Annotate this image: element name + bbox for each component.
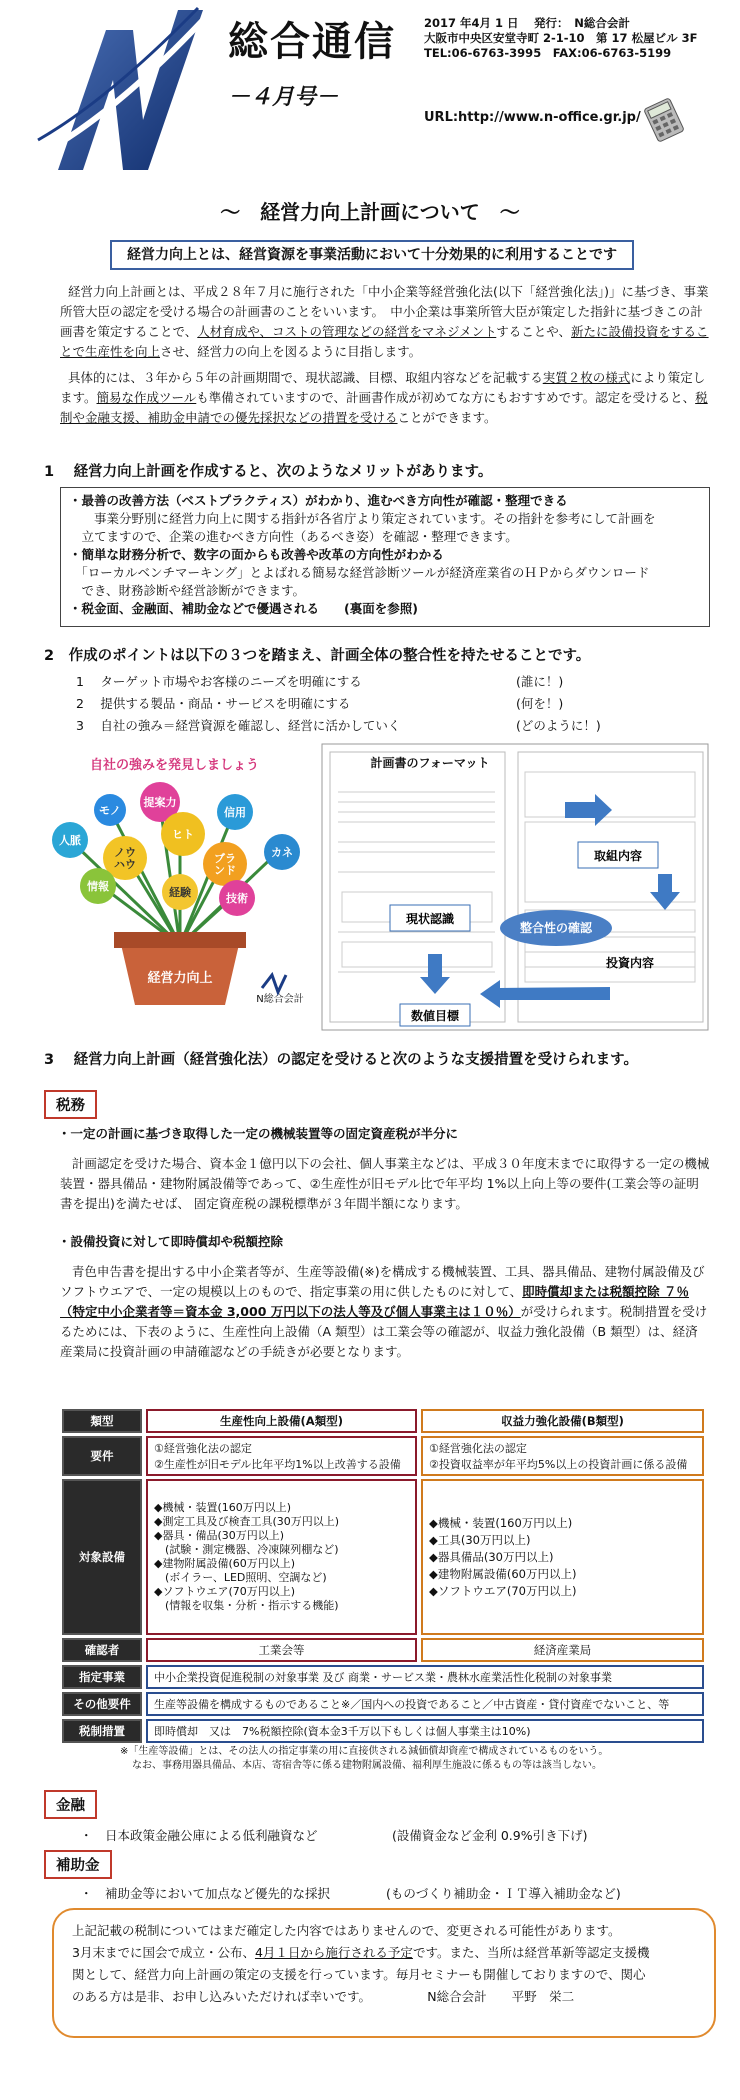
table-row [62,1665,704,1689]
strengths-flowerpot-illustration [40,770,320,1010]
flower-label: 経験 [169,886,191,899]
tax-subheading-2: ・設備投資に対して即時償却や税額控除 [58,1234,284,1249]
section1-heading: 1 経営力向上計画を作成すると、次のようなメリットがあります。 [44,464,493,480]
table-row [62,1479,704,1635]
point-row: 1 ターゲット市場やお客様のニーズを明確にする (誰に！) [76,674,564,689]
intro-paragraph-1: 経営力向上計画とは、平成２８年７月に施行された「中小企業等経営強化法(以下「経営強化法」)」に基づき、事業所管大臣の認定を受ける場合の計画書のことをいいます。 中小企業は事業所管大臣が策定した指針に基づきこの計画書を策定することで、人材育成や、コストの管理などの経営をマネジメントすることや、新たに設備投資をすることで生産性を向上させ、経営力の向上を図るように目指します。 [60,284,709,359]
b-type-title: 収益力強化設備(B類型) [421,1409,704,1433]
intro-paragraph-2: 具体的には、３年から５年の計画期間で、現状認識、目標、取組内容などを記載する実質２枚の様式により策定します。簡易な作成ツールも準備されていますので、計画書作成が初めてな方にもおすすめです。認定を受けると、税制や金融支援、補助金申請での優先採択などの措置を受けることができます。 [60,370,708,425]
point-row: 2 提供する製品・商品・サービスを明確にする (何を！) [76,696,564,711]
subsidy-text: ・ 補助金等において加点など優先的な採択 [80,1886,331,1901]
flower-label: ノウハウ [114,846,136,871]
a-type-title: 生産性向上設備(A類型) [146,1409,417,1433]
table-row [62,1692,704,1716]
calculator-icon [640,96,688,144]
strengths-title: 自社の強みを発見しましょう [90,758,260,773]
label-seigo: 整合性の確認 [519,921,593,935]
pot-label: 経営力向上 [147,971,213,986]
flower-label: 情報 [87,880,109,893]
masthead-title: 総合通信 [228,18,396,65]
label-toshi: 投資内容 [605,956,655,970]
tax-subheading-1: ・一定の計画に基づき取得した一定の機械装置等の固定資産税が半分に [58,1126,459,1141]
row-header: 指定事業 [62,1665,142,1689]
table-row [62,1409,704,1433]
label-genjo: 現状認識 [405,912,455,926]
a-targets: ◆機械・装置(160万円以上) ◆測定工具及び検査工具(30万円以上) ◆器具・備品(30万円以上) (試験・測定機器、冷凍陳列棚など) ◆建物附属設備(60万円以上) (ボイラー、LED照明、空調など) ◆ソフトウエア(70万円以上) (情報を収集・分析・指示する機能) [146,1479,417,1635]
label-torikumi: 取組内容 [593,849,643,863]
row-header: 要件 [62,1436,142,1476]
info-address: 大阪市中央区安堂寺町 2-1-10 第 17 松屋ビル 3F [424,31,698,45]
label-suchi: 数値目標 [410,1009,460,1023]
flower-label: 提案力 [143,796,177,809]
flower-label: ヒト [172,828,194,841]
merit-line: ・税金面、金融面、補助金などで優遇される (裏面を参照) [69,601,418,616]
other-requirements: 生産等設備を構成するものであること※／国内への投資であること／中古資産・貸付資産でないこと、等 [146,1692,704,1716]
row-header: 税制措置 [62,1719,142,1743]
row-header: 確認者 [62,1638,142,1662]
section2-heading: 2 作成のポイントは以下の３つを踏まえ、計画全体の整合性を持たせることです。 [44,648,591,664]
finance-note: (設備資金など金利 0.9%引き下げ) [392,1828,588,1843]
company-logo-n [28,0,208,180]
point-row: 3 自社の強み＝経営資源を確認し、経営に活かしていく (どのように！) [76,718,601,733]
row-header: その他要件 [62,1692,142,1716]
closing-note: 上記記載の税制についてはまだ確定した内容ではありませんので、変更される可能性があります。 3月末までに国会で成立・公布、4月１日から施行される予定です。また、当所は経営革新等認定支援機 関として、経営力向上計画の策定の支援を行っています。毎月セミナーも開催しておりますので、関心 のある方は是非、お申し込みいただければ幸いです。 N総合会計 平野 栄二 [52,1908,716,2038]
summary-box: 経営力向上とは、経営資源を事業活動において十分効果的に利用することです [110,240,634,270]
merit-line: 立てますので、企業の進むべき方向性（あるべき姿）を確認・整理できます。 [69,529,518,544]
table-row [62,1638,704,1662]
row-header: 類型 [62,1409,142,1433]
flower-label: 信用 [224,806,246,819]
flower-label: カネ [271,846,293,859]
merit-line: ・簡単な財務分析で、数字の面からも改善や改革の方向性がわかる [69,547,444,562]
merit-line: 事業分野別に経営力向上に関する指針が各省庁より策定されています。その指針を参考にして計画を [69,511,656,526]
merit-line: でき、財務診断や経営診断ができます。 [69,583,306,598]
flower-label: ブランド [214,852,236,877]
finance-text: ・ 日本政策金融公庫による低利融資など [80,1828,318,1843]
subsidy-note: (ものづくり補助金・ＩＴ導入補助金など) [386,1886,621,1901]
flower-label: モノ [99,804,121,817]
page-heading: ～ 経営力向上計画について ～ [220,200,520,224]
subsidy-tag: 補助金 [44,1850,112,1879]
tax-table [58,1406,708,1746]
section3-heading: 3 経営力向上計画（経営強化法）の認定を受けると次のような支援措置を受けられます。 [44,1052,638,1068]
row-header: 対象設備 [62,1479,142,1635]
finance-tag: 金融 [44,1790,97,1819]
masthead-issue: －４月号－ [228,85,339,110]
tax-paragraph-1: 計画認定を受けた場合、資本金１億円以下の会社、個人事業主などは、平成３０年度末までに取得する一定の機械装置・器具備品・建物附属設備等であって、②生産性が旧モデル比で年平均 1%以上向上等の要件(工業会等の証明書を提出)を満たせば、 固定資産税の課税標準が３年間半額になります。 [60,1156,710,1211]
a-confirmer: 工業会等 [146,1638,417,1662]
flower-label: 技術 [226,892,248,905]
masthead-info [424,16,697,61]
tax-tag: 税務 [44,1090,97,1119]
info-date-publisher: 2017 年4月 1 日 発行： N総合会計 [424,16,630,30]
b-confirmer: 経済産業局 [421,1638,704,1662]
merit-line: ・最善の改善方法（ベストプラクティス）がわかり、進むべき方向性が確認・整理できる [69,493,568,508]
b-targets: ◆機械・装置(160万円以上) ◆工具(30万円以上) ◆器具備品(30万円以上) ◆建物附属設備(60万円以上) ◆ソフトウエア(70万円以上) [421,1479,704,1635]
table-footnote: ※「生産等設備」とは、その法人の指定事業の用に直接供される減価償却資産で構成されているものをいう。 なお、事務用器具備品、本店、寄宿舎等に係る建物附属設備、福利厚生施設に係るもの等は該当しない。 [120,1746,609,1771]
brand-label: N総合会計 [256,994,304,1005]
plan-format-illustration [320,742,710,1032]
info-phone: TEL:06-6763-3995 FAX:06-6763-5199 [424,46,672,60]
tax-paragraph-2: 青色申告書を提出する中小企業者等が、生産等設備(※)を構成する機械装置、工具、器具備品、建物付属設備及びソフトウエアで、一定の規模以上のもので、指定事業の用に供したものに対して、即時償却または税額控除 ７％（特定中小企業者等＝資本金 3,000 万円以下の法人等及び個人事業主は１０％）が受けられます。税制措置を受けるためには、下表のように、生産性向上設備（A 類型）は工業会等の確認が、収益力強化設備（B 類型）は、経済産業局に投資計画の申請確認などの手続きが必要となります。 [60,1264,708,1359]
table-row [62,1719,704,1743]
merits-box [60,487,710,627]
masthead-url[interactable]: URL:http://www.n-office.gr.jp/ [424,110,641,125]
format-title: 計画書のフォーマット [370,756,490,770]
designated-business: 中小企業投資促進税制の対象事業 及び 商業・サービス業・農林水産業活性化税制の対象事業 [146,1665,704,1689]
a-requirements: ①経営強化法の認定 ②生産性が旧モデル比年平均1%以上改善する設備 [146,1436,417,1476]
flower-label: 人脈 [59,834,81,847]
table-row [62,1436,704,1476]
merit-line: 「ローカルベンチマーキング」とよばれる簡易な経営診断ツールが経済産業省のＨＰからダウンロード [69,565,650,580]
b-requirements: ①経営強化法の認定 ②投資収益率が年平均5%以上の投資計画に係る設備 [421,1436,704,1476]
tax-measure: 即時償却 又は 7%税額控除(資本金3千万以下もしくは個人事業主は10%) [146,1719,704,1743]
signature: N総合会計 平野 栄二 [427,1989,575,2004]
